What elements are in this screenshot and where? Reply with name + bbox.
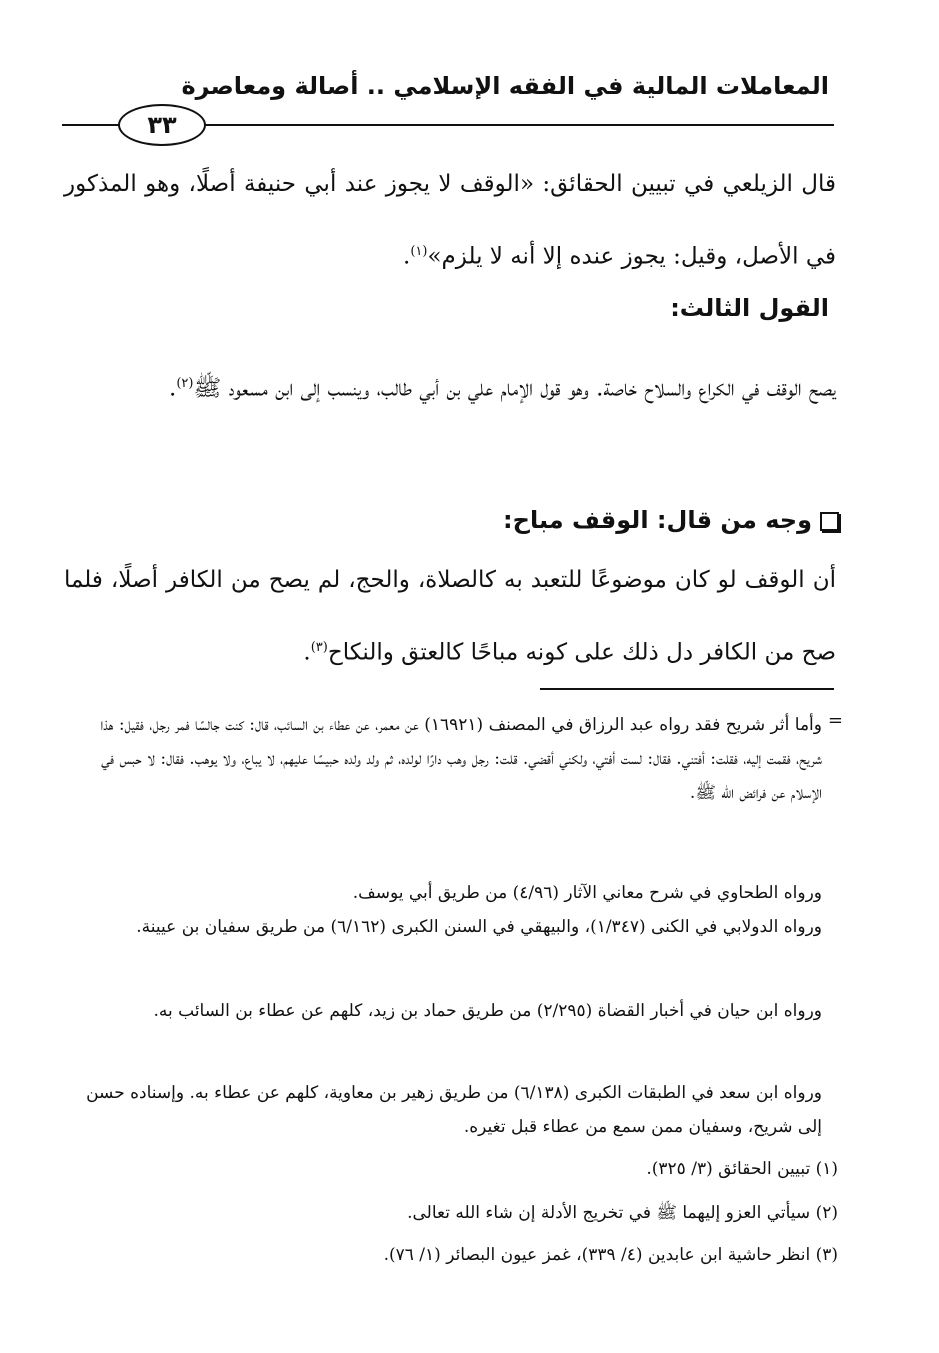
paragraph-text: أن الوقف لو كان موضوعًا للتعبد به كالصلاة، والحج، لم يصح من الكافر أصلًا، فلما صح من الكافر دل ذلك على كونه مباحًا كالعتق والنكاح [64, 567, 836, 666]
footnote-ref-3[interactable]: (٣) [310, 640, 328, 655]
paragraph-text: يصح الوقف في الكراع والسلاح خاصة. وهو قول الإمام علي بن أبي طالب، وينسب إلى ابن مسعود ﷺ [193, 375, 836, 402]
heading-reason-permissible [503, 506, 839, 534]
paragraph-zaylai-quote [64, 150, 836, 291]
heading-text: وجه من قال: الوقف مباح: [503, 506, 812, 534]
footnote-continuation-1: وأما أثر شريح فقد رواه عبد الرزاق في المصنف (١٦٩٢١) عن معمر، عن عطاء بن السائب، قال: كنت جالسًا فمر رجل، فقيل: هذا شريح، فقمت إليه، فقلت: أفتني. فقال: لست أفتي، ولكني أقضي. قلت: رجل وهب دارًا لولده، ثم ولد ولده حبيسًا عليهم، لا يباع، ولا يوهب. فقال: لا حبس في الإسلام عن فرائض الله ﷺ. [100, 715, 822, 803]
footnote-3: (٣) انظر حاشية ابن عابدين (٤/ ٣٣٩)، غمز عيون البصائر (١/ ٧٦). [383, 1245, 838, 1265]
paragraph-end: . [169, 375, 177, 402]
paragraph-end: . [403, 243, 411, 270]
checkbox-icon [820, 512, 839, 531]
footnote-continuation-2: ورواه الطحاوي في شرح معاني الآثار (٤/٩٦) من طريق أبي يوسف. [352, 883, 822, 903]
page-number-badge: ٣٣ [118, 104, 206, 146]
paragraph-text: قال الزيلعي في تبيين الحقائق: «الوقف لا يجوز عند أبي حنيفة أصلًا، وهو المذكور في الأصل، وقيل: يجوز عنده إلا أنه لا يلزم» [64, 171, 836, 270]
footnote-continuation-3: ورواه الدولابي في الكنى (١/٣٤٧)، والبيهقي في السنن الكبرى (٦/١٦٢) من طريق سفيان بن عيينة. [136, 917, 822, 937]
heading-third-opinion: القول الثالث: [670, 294, 829, 322]
footnote-ref-2[interactable]: (٢) [176, 376, 194, 391]
footnote-1: (١) تبيين الحقائق (٣/ ٣٢٥). [646, 1159, 838, 1179]
footnote-continuation-4: ورواه ابن حيان في أخبار القضاة (٢/٢٩٥) من طريق حماد بن زيد، كلهم عن عطاء بن السائب به. [153, 1001, 822, 1021]
footnote-ref-1[interactable]: (١) [410, 244, 428, 259]
footnote-continuation-5: ورواه ابن سعد في الطبقات الكبرى (٦/١٣٨) من طريق زهير بن معاوية، كلهم عن عطاء به. وإسناده حسن إلى شريح، وسفيان ممن سمع من عطاء قبل تغيره. [86, 1083, 822, 1137]
running-header-title: المعاملات المالية في الفقه الإسلامي .. أصالة ومعاصرة [181, 72, 829, 100]
paragraph-reason [64, 546, 836, 687]
paragraph-third-opinion [64, 350, 836, 423]
paragraph-end: . [303, 639, 311, 666]
footnote-separator [540, 688, 834, 690]
footnote-continuation-mark: = [827, 710, 843, 731]
footnote-2: (٢) سيأتي العزو إليهما ﷺ في تخريج الأدلة إن شاء الله تعالى. [407, 1203, 838, 1223]
